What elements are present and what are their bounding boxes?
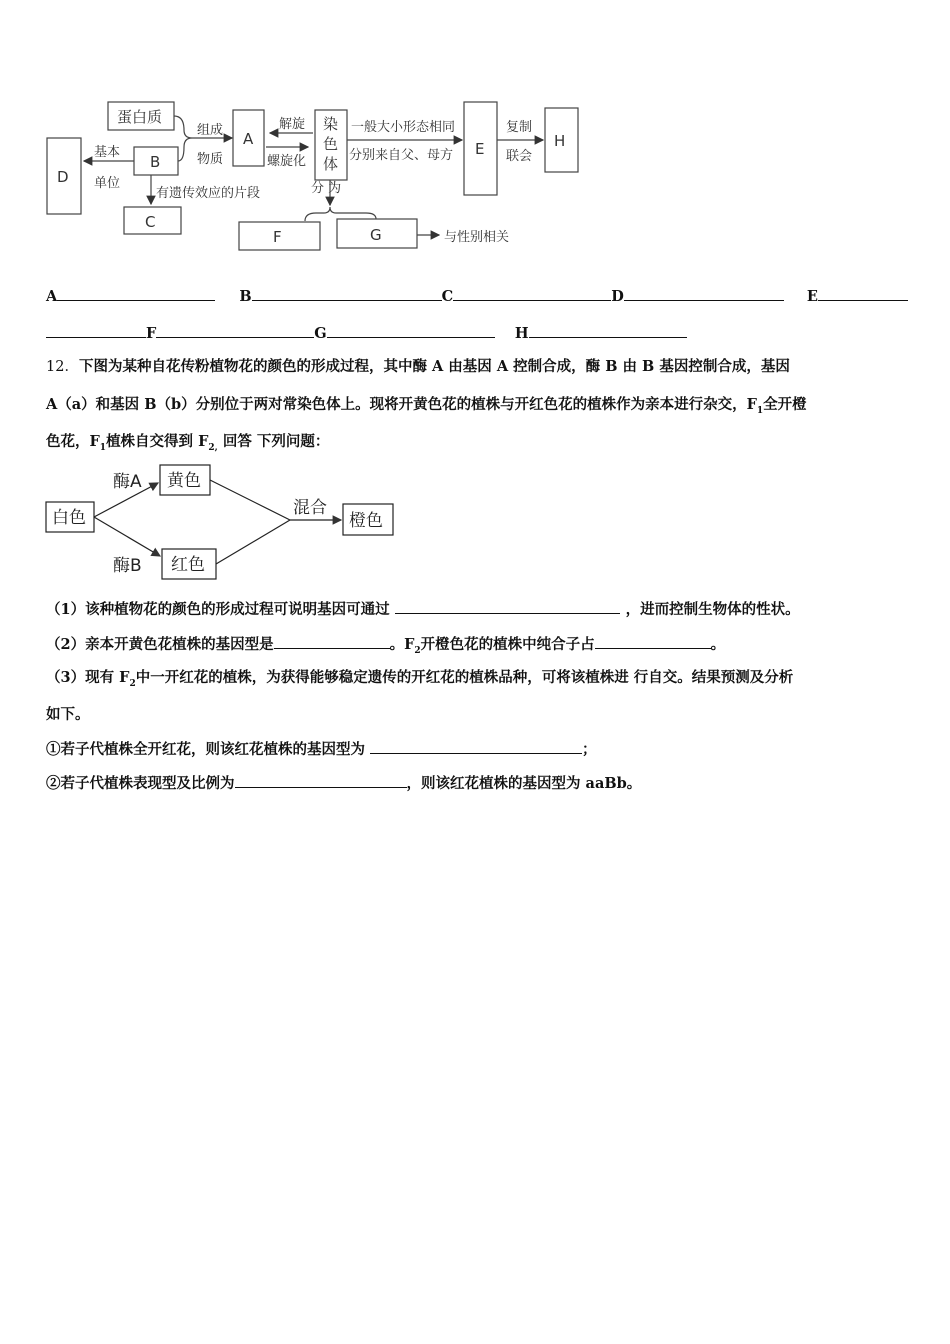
answer-blank-part2b[interactable] xyxy=(595,634,711,649)
text-protein: 蛋白质 xyxy=(117,108,163,126)
q12-part1-text: （1）该种植物花的颜色的形成过程可说明基因可通过 xyxy=(46,601,395,618)
q11-blanks-row1 xyxy=(46,286,908,307)
text-chromo-2: 色 xyxy=(323,135,339,153)
answer-blank-F[interactable] xyxy=(156,323,314,338)
text-enzymeA: 酶A xyxy=(113,472,142,492)
blank-label-F: F xyxy=(146,325,157,342)
q12-stem-line2 xyxy=(46,395,807,421)
q11-blanks-row2 xyxy=(46,323,687,344)
blank-label-A: A xyxy=(46,288,58,305)
blank-label-B: B xyxy=(239,288,252,305)
answer-blank-C[interactable] xyxy=(453,286,611,301)
answer-blank-H[interactable] xyxy=(529,323,687,338)
q12-stem-text2b: 全开橙 xyxy=(763,396,807,413)
q12-stem-line1 xyxy=(46,357,790,377)
label-danwei: 单位 xyxy=(94,176,121,191)
answer-blank-B[interactable] xyxy=(252,286,442,301)
q12-part5-tail: ，则该红花植株的基因型为 aaBb。 xyxy=(406,775,642,792)
q12-stem-text3b: 植株自交得到 F xyxy=(106,433,209,450)
label-wuzhi: 物质 xyxy=(197,152,224,167)
q12-stem-text3a: 色花，F xyxy=(46,433,100,450)
label-lianhui: 联会 xyxy=(506,149,533,164)
label-jiexuan: 解旋 xyxy=(279,117,306,132)
label-fuzhi: 复制 xyxy=(506,120,533,135)
answer-blank-D[interactable] xyxy=(624,286,784,301)
text-A: A xyxy=(243,130,254,148)
blank-label-C: C xyxy=(441,288,454,305)
q12-stem-text3c: 回答 下列问题： xyxy=(217,433,330,450)
q12-part1 xyxy=(46,599,800,620)
blank-label-H: H xyxy=(514,325,529,342)
answer-blank-part5[interactable] xyxy=(235,773,407,788)
flower-color-diagram xyxy=(40,460,400,585)
answer-blank-part1[interactable] xyxy=(395,599,620,614)
text-B: B xyxy=(150,153,161,171)
text-orange: 橙色 xyxy=(349,511,383,531)
q12-part2-sub: 2 xyxy=(414,645,421,656)
q12-stem-sub3b: 2, xyxy=(208,442,218,453)
text-H: H xyxy=(554,132,566,150)
label-jiben: 基本 xyxy=(94,145,121,160)
q12-part2-mid: 。F xyxy=(389,636,415,653)
q12-stem-text2a: A（a）和基因 B（b）分别位于两对常染色体上。现将开黄色花的植株与开红色花的植株作为亲本进行杂交，F xyxy=(46,396,757,413)
text-F: F xyxy=(273,228,282,246)
answer-blank-E[interactable] xyxy=(818,286,908,301)
blank-label-G: G xyxy=(314,325,327,342)
answer-blank-part4[interactable] xyxy=(370,739,582,754)
label-fenbie: 分别来自父、母方 xyxy=(349,148,454,163)
text-mix: 混合 xyxy=(293,498,327,518)
q12-part1-tail: ，进而控制生物体的性状。 xyxy=(625,601,800,618)
label-zucheng: 组成 xyxy=(197,123,224,138)
chromosome-concept-diagram xyxy=(40,95,600,255)
q12-stem-text1: 下图为某种自花传粉植物花的颜色的形成过程，其中酶 A 由基因 A 控制合成，酶 B 由 B 基因控制合成，基因 xyxy=(78,358,790,375)
q12-part4-text: ①若子代植株全开红花，则该红花植株的基因型为 xyxy=(46,741,371,758)
label-yiban: 一般大小形态相同 xyxy=(351,120,456,135)
text-red: 红色 xyxy=(171,555,205,575)
q12-part3-text-b: 中一开红花的植株，为获得能够稳定遗传的开红花的植株品种，可将该植株进 行自交。结果预测及分析 xyxy=(135,669,794,686)
text-G: G xyxy=(370,226,382,244)
q12-part2-text2: 开橙色花的植株中纯合子占 xyxy=(420,636,595,653)
text-chromo-1: 染 xyxy=(323,115,339,133)
q12-part3-text-a: （3）现有 F xyxy=(46,669,130,686)
q12-part5 xyxy=(46,773,641,794)
text-yellow: 黄色 xyxy=(167,471,201,491)
text-E: E xyxy=(475,140,485,158)
label-fenwei: 分 为 xyxy=(311,181,342,196)
answer-blank-E-cont[interactable] xyxy=(46,323,146,338)
label-youyichuan: 有遗传效应的片段 xyxy=(156,186,261,201)
q12-part5-text: ②若子代植株表现型及比例为 xyxy=(46,775,235,792)
answer-blank-G[interactable] xyxy=(327,323,495,338)
q12-part4-end: ； xyxy=(582,741,597,758)
text-enzymeB: 酶B xyxy=(113,556,142,576)
text-D: D xyxy=(57,168,69,186)
question-number: 12． xyxy=(46,359,79,375)
text-C: C xyxy=(145,213,156,231)
q12-part3-text-c: 如下。 xyxy=(46,706,90,723)
q12-part4 xyxy=(46,739,597,760)
label-xingbie: 与性别相关 xyxy=(444,230,510,245)
q12-part2-end: 。 xyxy=(710,636,726,653)
blank-label-D: D xyxy=(611,288,624,305)
q12-stem-line3 xyxy=(46,432,329,458)
q12-part2-text: （2）亲本开黄色花植株的基因型是 xyxy=(46,636,274,653)
answer-blank-A[interactable] xyxy=(57,286,215,301)
q12-part3-line2 xyxy=(46,705,90,725)
q12-part3-line1 xyxy=(46,668,793,694)
q12-part3-sub: 2 xyxy=(129,678,136,689)
q12-stem-sub3a: 1 xyxy=(99,442,107,453)
q12-part2 xyxy=(46,634,725,661)
text-chromo-3: 体 xyxy=(323,155,339,173)
answer-blank-part2a[interactable] xyxy=(274,634,390,649)
text-white: 白色 xyxy=(52,508,86,528)
blank-label-E: E xyxy=(806,288,818,305)
label-luoxuanhua: 螺旋化 xyxy=(267,154,307,169)
q12-stem-sub2: 1 xyxy=(756,405,764,416)
